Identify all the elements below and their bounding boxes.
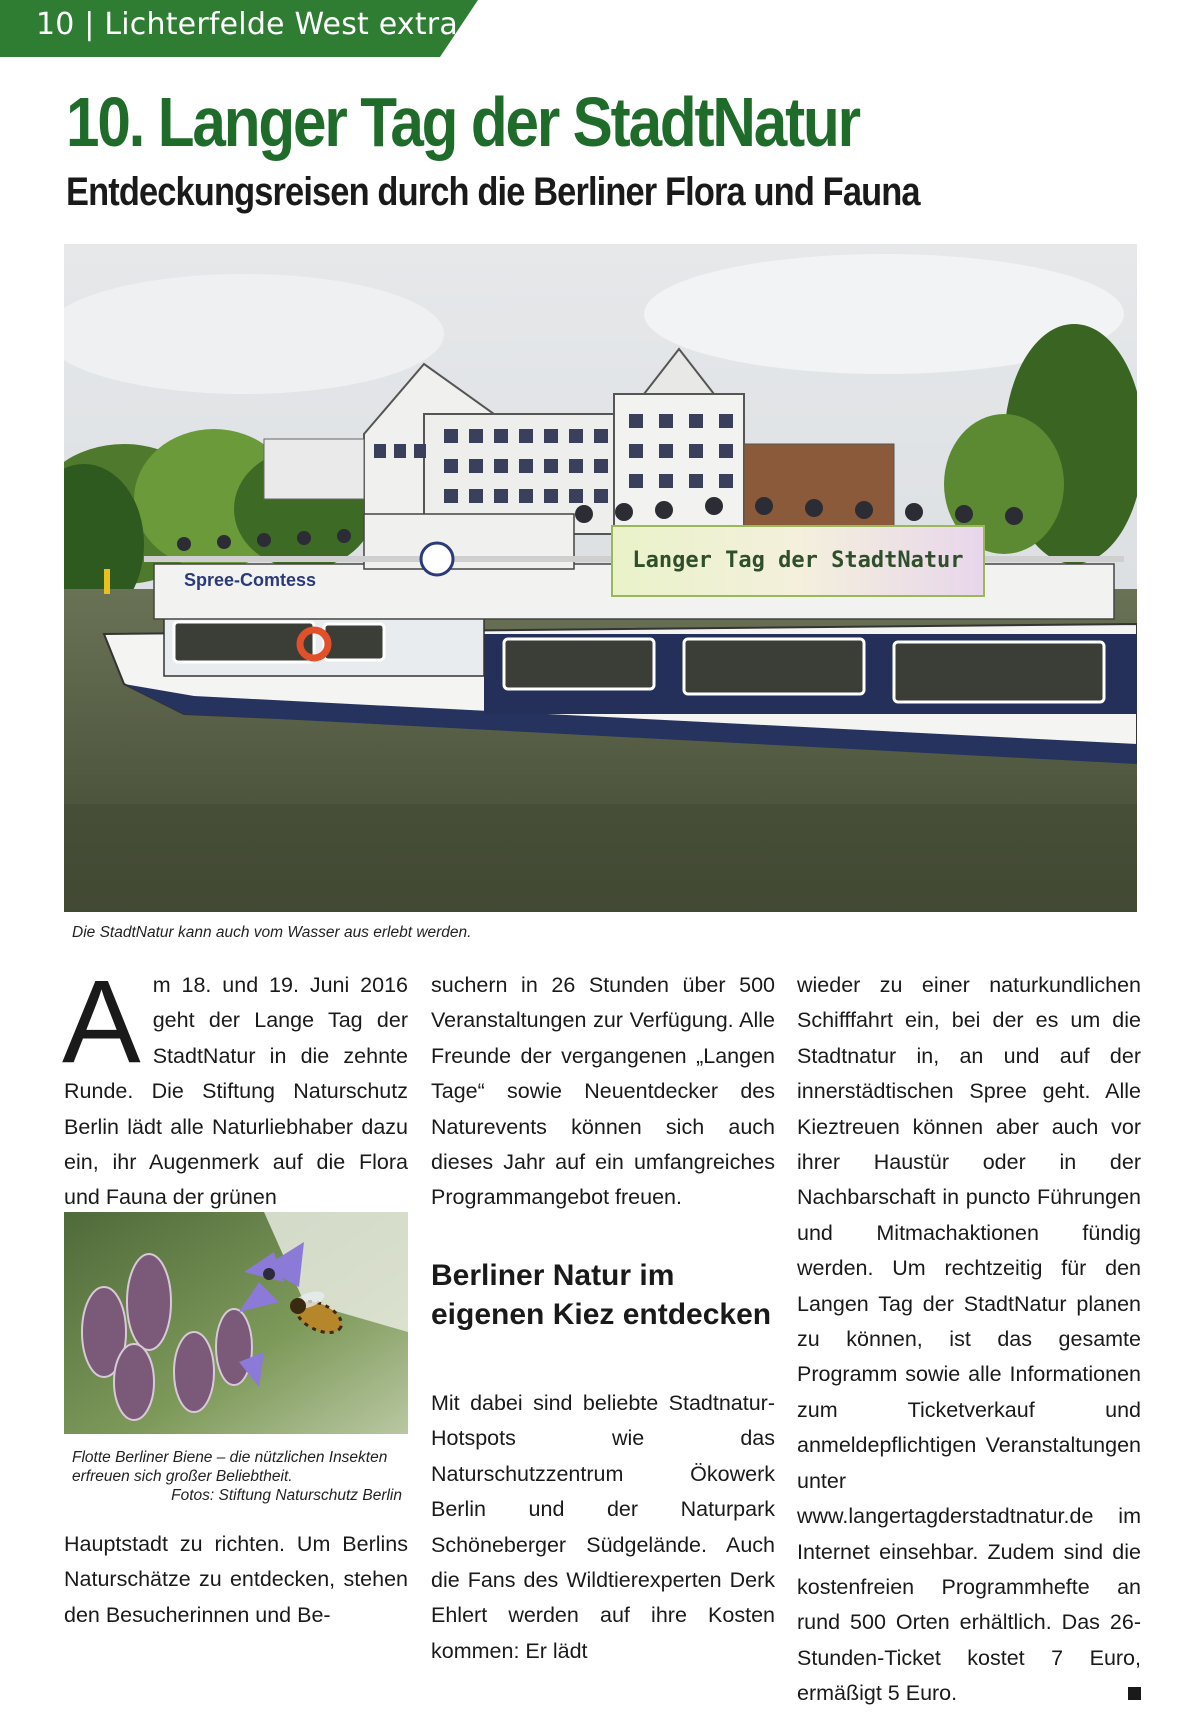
article-column-2-bottom xyxy=(431,1386,775,1669)
article-subtitle: Entdeckungsreisen durch die Berliner Flora und Fauna xyxy=(66,170,920,214)
article-text-col3: wieder zu einer naturkundlichen Schifffahrt ein, bei der es um die Stadtnatur in, an und auf der innerstädtischen Spree geht. Alle Kieztreuen können aber auch vor ihrer Haustür oder in der Nachbarschaft in puncto Führungen und Mitmachaktionen fündig werden. Um rechtzeitig für den Langen Tag der StadtNatur planen zu können, ist das gesamte Programm sowie alle Informationen zum Ticketverkauf und anmeldepflichtigen Veranstaltungen unter www.langertagderstadtnatur.de im Internet einsehbar. Zudem sind die kostenfreien Programmhefte an rund 500 Orten erhältlich. Das 26-Stunden-Ticket kostet 7 Euro, ermäßigt 5 Euro. xyxy=(797,973,1141,1706)
bee-photo-caption xyxy=(72,1448,402,1505)
article-subheading: Berliner Natur im eigenen Kiez entdecken xyxy=(431,1259,772,1331)
main-photo-caption: Die StadtNatur kann auch vom Wasser aus erlebt werden. xyxy=(72,924,472,941)
article-column-1-top xyxy=(62,956,408,1216)
section-tab xyxy=(0,0,478,57)
bee-flower-illustration xyxy=(64,1212,408,1434)
article-text-col2-top: suchern in 26 Stunden über 500 Veranstaltungen zur Verfügung. Alle Freunde der vergangenen „Langen Tage“ sowie Neuentdecker des Naturevents können sich auch dieses Jahr auf ein umfangreiches Programmangebot freuen. xyxy=(431,973,775,1210)
main-photo-ship xyxy=(64,244,1137,912)
bee-caption-text: Flotte Berliner Biene – die nützlichen Insekten erfreuen sich großer Beliebtheit. xyxy=(72,1449,388,1485)
ship-illustration xyxy=(64,244,1137,912)
article-text-col2-bottom: Mit dabei sind beliebte Stadtnatur-Hotspots wie das Naturschutzzentrum Ökowerk Berlin und der Naturpark Schöneberger Südgelände. Auch die Fans des Wildtierexperten Derk Ehlert werden auf ihre Kosten kommen: Er lädt xyxy=(431,1391,775,1663)
end-of-article-mark xyxy=(1128,1687,1141,1700)
article-column-1-bottom xyxy=(64,1527,408,1633)
article-column-3 xyxy=(797,968,1141,1712)
article-text-col1-top: m 18. und 19. Juni 2016 geht der Lange Tag der StadtNatur in die zehnte Runde. Die Stiftung Naturschutz Berlin lädt alle Naturliebhaber dazu ein, ihr Augenmerk auf die Flora und Fauna der grünen xyxy=(64,973,408,1210)
bee-photo xyxy=(64,1212,408,1434)
section-tab-label: 10 | Lichterfelde West extra xyxy=(36,7,458,42)
banner-text: Langer Tag der StadtNatur xyxy=(632,548,964,573)
ship-name-text: Spree-Comtess xyxy=(184,570,317,590)
article-text-col1-bottom: Hauptstadt zu richten. Um Berlins Naturschätze zu entdecken, stehen den Besucherinnen und Be- xyxy=(64,1532,408,1627)
drop-cap: A xyxy=(62,956,141,1088)
photo-credit: Fotos: Stiftung Naturschutz Berlin xyxy=(171,1487,402,1504)
article-title: 10. Langer Tag der StadtNatur xyxy=(66,83,859,161)
article-column-2-top xyxy=(431,968,775,1216)
